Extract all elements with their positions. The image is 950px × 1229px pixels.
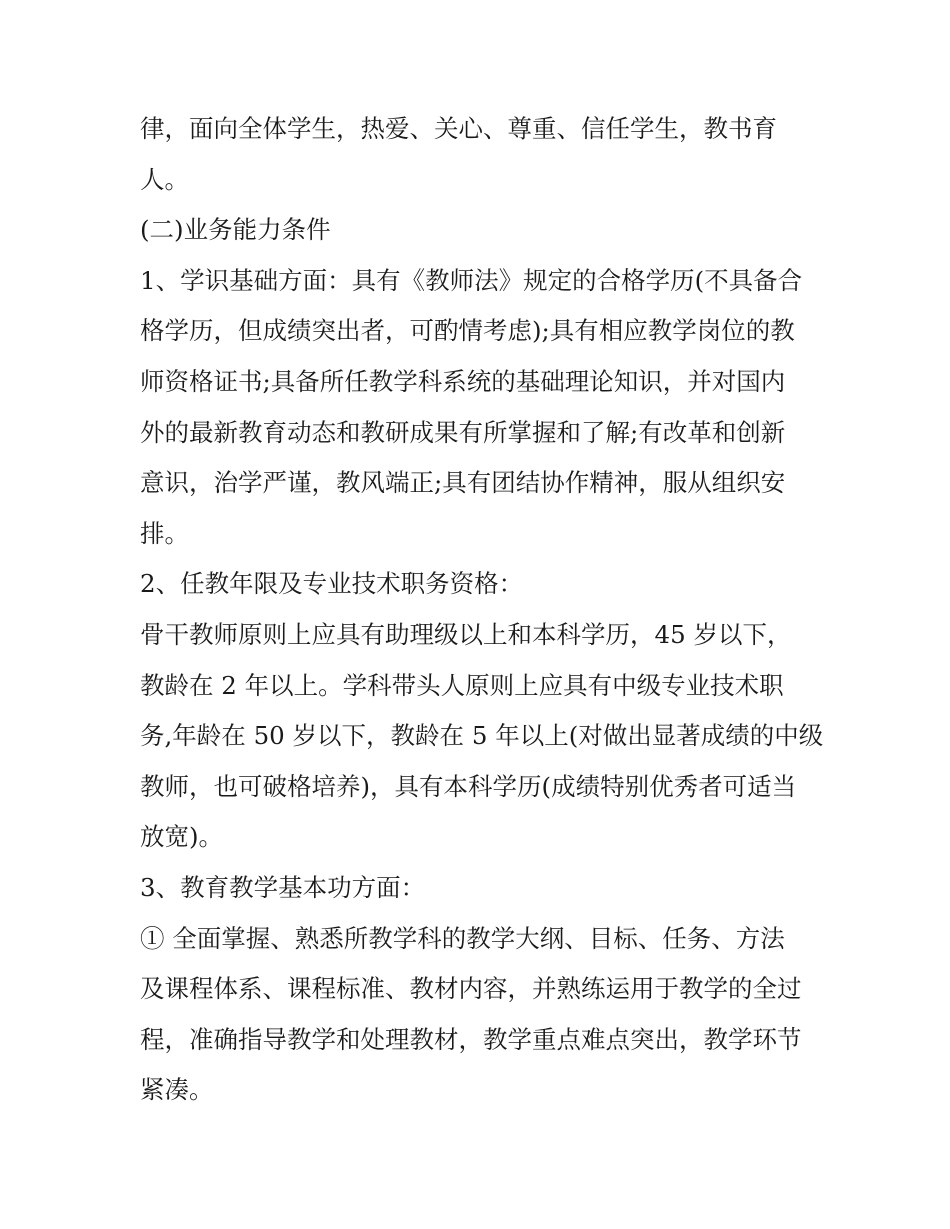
subsection-heading: 2、任教年限及专业技术职务资格： xyxy=(140,569,524,599)
text-line: 1、学识基础方面：具有《教师法》规定的合格学历(不具备合 xyxy=(140,265,803,295)
text-line: 意识，治学严谨，教风端正;具有团结协作精神，服从组织安 xyxy=(140,468,786,498)
section-heading: (二)业务能力条件 xyxy=(140,215,331,245)
text-line: 程，准确指导教学和处理教材，教学重点难点突出，教学环节 xyxy=(140,1024,802,1054)
text-line: 排。 xyxy=(140,518,189,548)
text-line: 外的最新教育动态和教研成果有所掌握和了解;有改革和创新 xyxy=(140,417,786,447)
text-line: 教师，也可破格培养)，具有本科学历(成绩特别优秀者可适当 xyxy=(140,771,797,801)
document-body xyxy=(140,104,824,1116)
text-line: 律，面向全体学生，热爱、关心、尊重、信任学生，教书育 xyxy=(140,114,777,143)
text-line: 及课程体系、课程标准、教材内容，并熟练运用于教学的全过 xyxy=(140,974,802,1004)
text-line: 紧凑。 xyxy=(140,1075,214,1105)
text-line: 务,年龄在 50 岁以下，教龄在 5 年以上(对做出显著成绩的中级 xyxy=(140,721,824,751)
text-line: 人。 xyxy=(140,164,189,194)
text-line: 格学历，但成绩突出者，可酌情考虑);具有相应教学岗位的教 xyxy=(140,316,795,346)
text-line: 教龄在 2 年以上。学科带头人原则上应具有中级专业技术职 xyxy=(140,670,784,700)
text-line: 师资格证书;具备所任教学科系统的基础理论知识，并对国内 xyxy=(140,366,786,396)
text-line: 骨干教师原则上应具有助理级以上和本科学历，45 岁以下， xyxy=(140,619,792,649)
text-line: ① 全面掌握、熟悉所教学科的教学大纲、目标、任务、方法 xyxy=(140,923,785,953)
text-line: 放宽)。 xyxy=(140,822,224,852)
subsection-heading: 3、教育教学基本功方面： xyxy=(140,872,426,902)
